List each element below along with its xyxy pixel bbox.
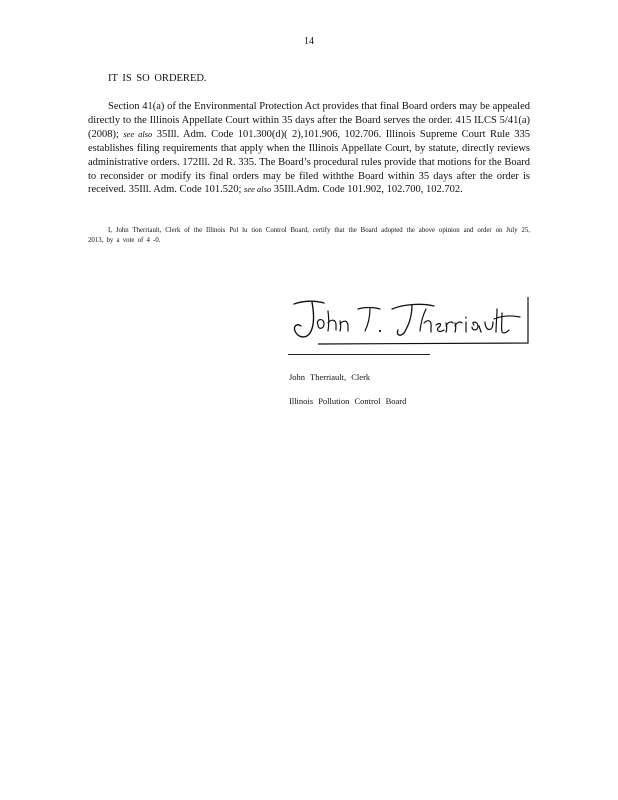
appeal-paragraph: [88, 100, 530, 197]
appeal-text-1: Section 41(a) of the Environmental Protection Act provides that final Board orders may be appealed directly to the Illinois Appellate Court within 35 days after the Board serves the order. 415 ILCS 5/41(a) (2008);: [88, 101, 530, 140]
appeal-text-3: 35Ill.Adm. Code 101.902, 102.700, 102.702.: [273, 184, 463, 196]
certification-paragraph: I, John Therriault, Clerk of the Illinois Pol lu tion Control Board, certify that the Board adopted the above opinion and order on July 25, 2013, by a vote of 4 -0.: [88, 227, 530, 244]
order-heading: IT IS SO ORDERED.: [108, 73, 207, 84]
clerk-name-title: John Therriault, Clerk: [289, 372, 371, 382]
see-also-1: see also: [123, 128, 153, 139]
see-also-2: see also: [244, 184, 272, 195]
page-number: 14: [304, 36, 314, 47]
handwritten-signature: [288, 295, 533, 347]
clerk-board: Illinois Pollution Control Board: [289, 396, 407, 406]
appeal-text-2: 35Ill. Adm. Code 101.300(d)( 2),101.906, 102.706. Illinois Supreme Court Rule 335 establishes filing requirements that apply when the Illinois Appellate Court, by statute, directly reviews administrative orders. 172Ill. 2d R. 335. The Board’s procedural rules provide that motions for the Board to reconsider or modify its final orders may be filed withthe Board within 35 days after the order is received. 35Ill. Adm. Code 101.520;: [88, 128, 531, 196]
signature-line: [288, 354, 430, 355]
